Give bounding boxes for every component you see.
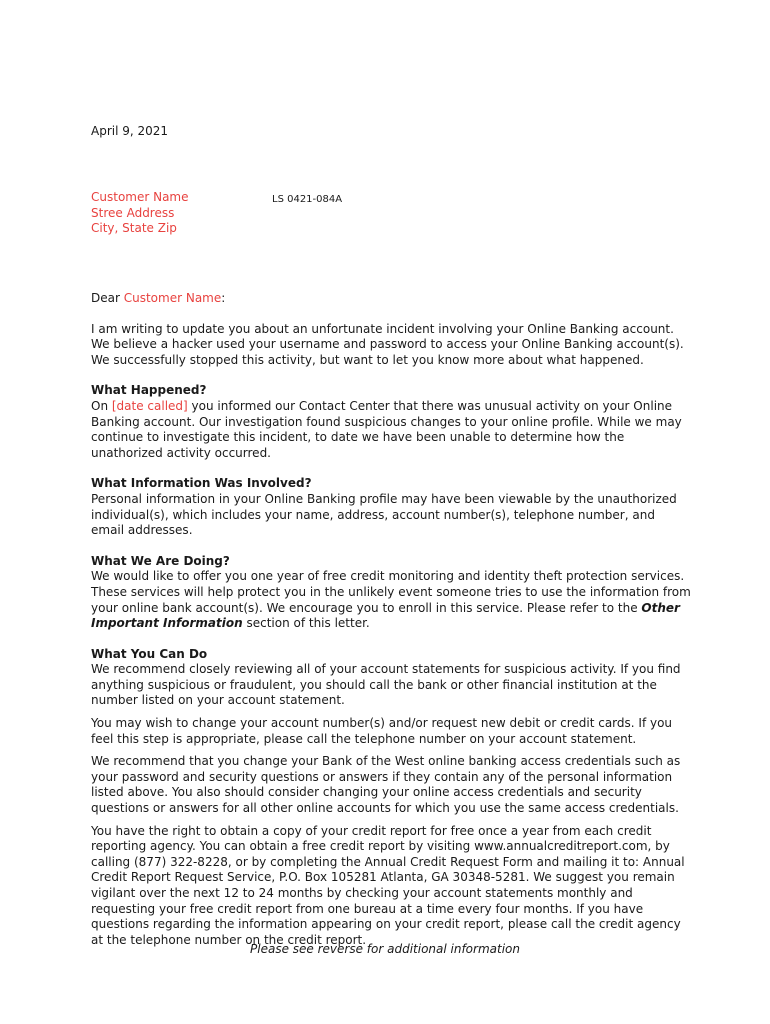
section-heading: What We Are Doing? <box>91 553 230 568</box>
recipient-address <box>91 190 189 237</box>
section-what-happened <box>91 383 691 461</box>
date-called-placeholder: [date called] <box>111 398 188 413</box>
section-paragraph: Personal information in your Online Banking profile may have been viewable by the unauthorized individual(s), which includes your name, address, account number(s), telephone number, and email addresses. <box>91 491 677 538</box>
paragraph-prefix: On <box>91 398 112 413</box>
section-paragraph: We recommend that you change your Bank of the West online banking access credentials such as your password and security questions or answers if they contain any of the personal information listed above. You also should consider changing your online access credentials and security questions or answers for all other online accounts for which you use the same access credentials. <box>91 754 681 816</box>
section-paragraph: You may wish to change your account number(s) and/or request new debit or credit cards. If you feel this step is appropriate, please call the telephone number on your account statement. <box>91 716 673 746</box>
section-what-information <box>91 476 691 538</box>
section-paragraph: We recommend closely reviewing all of your account statements for suspicious activity. If you find anything suspicious or fraudulent, you should call the bank or other financial institution at the number listed on your account statement. <box>91 662 681 708</box>
recipient-name: Customer Name <box>91 190 189 204</box>
recipient-city-state-zip: City, State Zip <box>91 221 177 236</box>
section-heading: What Information Was Involved? <box>91 476 312 491</box>
paragraph-text-before: We would like to offer you one year of free credit monitoring and identity theft protection services. These services will help protect you in the unlikely event someone tries to use the information from your online bank account(s). We encourage you to enroll in this service. Please refer to the <box>91 569 691 615</box>
salutation <box>91 291 691 307</box>
other-important-information-emphasis: Other Important Information <box>91 600 680 631</box>
letter-date: April 9, 2021 <box>91 124 169 138</box>
letter-body <box>91 291 691 963</box>
reference-code: LS 0421-084A <box>272 194 343 205</box>
section-paragraph: You have the right to obtain a copy of your credit report for free once a year from each credit reporting agency. You can obtain a free credit report by visiting www.annualcreditreport.com, by calling (877) 322-8228, or by completing the Annual Credit Request Form and mailing it to: Annual Credit Report Request Service, P.O. Box 105281 Atlanta, GA 30348-5281. We suggest you remain vigilant over the next 12 to 24 months by checking your account statements monthly and requesting your free credit report from one bureau at a time every four months. If you have questions regarding the information appearing on your credit report, please call the credit agency at the telephone number on the credit report. <box>91 823 685 947</box>
salutation-name: Customer Name <box>123 291 222 305</box>
section-heading: What You Can Do <box>91 646 208 661</box>
recipient-street: Stree Address <box>91 205 175 220</box>
paragraph-text-after: section of this letter. <box>242 616 370 631</box>
salutation-suffix: : <box>221 291 226 305</box>
section-what-you-can-do <box>91 647 691 949</box>
section-paragraph <box>91 399 691 461</box>
intro-paragraph: I am writing to update you about an unfortunate incident involving your Online Banking account. We believe a hacker used your username and password to access your Online Banking account(s). We successfully stopped this activity, but want to let you know more about what happened. <box>91 321 684 367</box>
section-heading: What Happened? <box>91 383 207 398</box>
paragraph-text: you informed our Contact Center that there was unusual activity on your Online Banking account. Our investigation found suspicious changes to your online profile. While we may continue to investigate this incident, to date we have been unable to determine how the unathorized activity occurred. <box>91 398 682 460</box>
salutation-prefix: Dear <box>91 291 124 305</box>
section-what-we-are-doing <box>91 554 691 632</box>
section-paragraph <box>91 569 691 631</box>
reverse-side-note: Please see reverse for additional information <box>250 942 520 956</box>
